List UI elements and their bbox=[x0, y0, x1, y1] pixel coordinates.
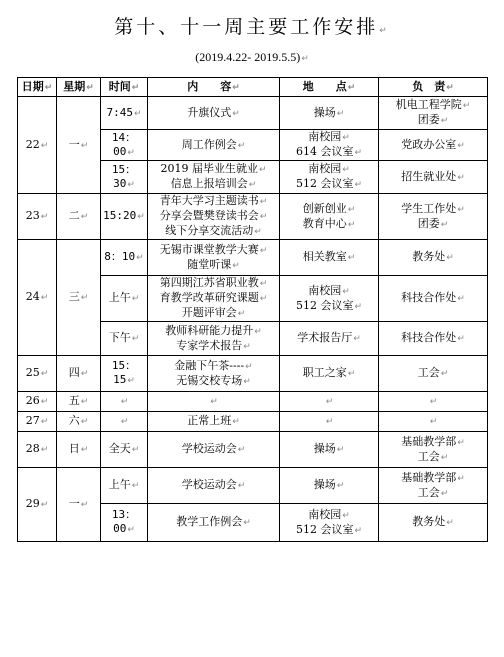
paragraph-mark: ↵ bbox=[80, 417, 89, 427]
time-cell bbox=[101, 468, 148, 504]
owner-cell bbox=[379, 412, 488, 432]
paragraph-mark: ↵ bbox=[457, 294, 465, 304]
header-content: 内 容↵ bbox=[148, 78, 280, 97]
date-cell bbox=[18, 392, 57, 412]
date-value: 22 bbox=[25, 137, 40, 151]
time-value: 15：30 bbox=[111, 162, 137, 190]
paragraph-mark: ↵ bbox=[127, 179, 135, 190]
time-value: 全天 bbox=[108, 442, 131, 455]
weekday-value: 六 bbox=[68, 414, 80, 427]
paragraph-mark: ↵ bbox=[259, 197, 268, 207]
paragraph-mark: ↵ bbox=[446, 518, 454, 528]
cell-line: 工会 bbox=[417, 485, 440, 499]
paragraph-mark: ↵ bbox=[440, 219, 449, 230]
cell-line: 学校运动会 bbox=[181, 442, 237, 455]
paragraph-mark: ↵ bbox=[457, 334, 465, 344]
cell-line: 512 会议室 bbox=[295, 298, 354, 312]
cell-line: 机电工程学院 bbox=[395, 98, 462, 111]
weekday-value: 日 bbox=[68, 442, 80, 455]
paragraph-mark: ↵ bbox=[446, 253, 454, 263]
paragraph-mark: ↵ bbox=[80, 212, 89, 222]
table-row bbox=[18, 432, 488, 468]
date-range-subtitle: (2019.4.22- 2019.5.5)↵ bbox=[195, 50, 309, 64]
paragraph-mark: ↵ bbox=[210, 397, 218, 407]
paragraph-mark: ↵ bbox=[131, 445, 140, 455]
table-row bbox=[18, 392, 488, 412]
cell-line: 招生就业处 bbox=[401, 169, 457, 183]
table-row bbox=[18, 356, 488, 392]
cell-line: 学生工作处 bbox=[401, 201, 457, 215]
owner-cell bbox=[379, 240, 488, 276]
paragraph-mark: ↵ bbox=[354, 180, 363, 190]
content-cell bbox=[148, 194, 280, 240]
paragraph-mark: ↵ bbox=[462, 101, 471, 111]
weekday-value: 五 bbox=[68, 394, 80, 407]
content-cell bbox=[148, 130, 280, 161]
header-location: 地 点↵ bbox=[280, 78, 379, 97]
weekday-value: 二 bbox=[68, 209, 80, 222]
cell-line: 相关教室 bbox=[302, 250, 347, 263]
content-cell bbox=[148, 504, 280, 542]
paragraph-mark: ↵ bbox=[336, 481, 345, 491]
time-cell bbox=[101, 161, 148, 194]
cell-line: 教师科研能力提升 bbox=[165, 323, 254, 337]
paragraph-mark: ↵ bbox=[40, 397, 49, 407]
cell-line: 创新创业 bbox=[302, 201, 347, 215]
date-cell bbox=[18, 356, 57, 392]
date-value: 26 bbox=[25, 394, 40, 407]
content-cell bbox=[148, 412, 280, 432]
paragraph-mark: ↵ bbox=[232, 108, 240, 119]
location-cell bbox=[280, 392, 379, 412]
cell-line: 512 会议室 bbox=[295, 522, 354, 536]
paragraph-mark: ↵ bbox=[457, 437, 465, 448]
page-title: 第十、十一周主要工作安排↵ bbox=[114, 16, 390, 38]
date-value: 27 bbox=[25, 414, 40, 427]
cell-line: 周工作例会 bbox=[181, 137, 237, 151]
content-cell bbox=[148, 468, 280, 504]
paragraph-mark: ↵ bbox=[243, 518, 251, 528]
content-cell bbox=[148, 322, 280, 356]
content-cell bbox=[148, 392, 280, 412]
weekday-cell bbox=[57, 412, 101, 432]
cell-line: 升旗仪式 bbox=[187, 105, 232, 119]
owner-cell bbox=[379, 194, 488, 240]
cell-line: 南校园 bbox=[308, 283, 342, 297]
weekday-value: 三 bbox=[68, 290, 80, 303]
location-cell bbox=[280, 322, 379, 356]
location-cell bbox=[280, 356, 379, 392]
paragraph-mark: ↵ bbox=[440, 369, 449, 379]
paragraph-mark: ↵ bbox=[248, 180, 257, 190]
content-cell bbox=[148, 356, 280, 392]
weekday-cell bbox=[57, 392, 101, 412]
cell-line: 基础教学部 bbox=[401, 434, 457, 448]
date-cell bbox=[18, 240, 57, 356]
owner-cell bbox=[379, 504, 488, 542]
cell-line: 专家学术报告 bbox=[176, 338, 243, 352]
date-value: 24 bbox=[25, 290, 40, 303]
paragraph-mark: ↵ bbox=[80, 369, 89, 379]
content-cell bbox=[148, 161, 280, 194]
time-value: 8：10 bbox=[104, 250, 136, 263]
cell-line: 开题评审会 bbox=[181, 306, 237, 319]
location-cell bbox=[280, 504, 379, 542]
paragraph-mark: ↵ bbox=[440, 116, 449, 126]
weekday-value: 四 bbox=[68, 366, 80, 379]
cell-line: 育教学改革研究课题 bbox=[159, 291, 259, 304]
time-value: 14：00 bbox=[111, 130, 137, 158]
cell-line: 无锡市课堂教学大赛 bbox=[159, 242, 259, 256]
header-time: 时间↵ bbox=[101, 78, 148, 97]
paragraph-mark: ↵ bbox=[457, 140, 465, 151]
cell-line: 科技合作处 bbox=[401, 331, 457, 344]
cell-line: 分享会暨樊登读书会 bbox=[159, 209, 259, 222]
cell-line: 工会 bbox=[417, 366, 440, 379]
paragraph-mark: ↵ bbox=[336, 445, 345, 455]
time-value: 15：15 bbox=[111, 359, 137, 386]
paragraph-mark: ↵ bbox=[40, 369, 49, 379]
paragraph-mark: ↵ bbox=[259, 245, 268, 256]
cell-line: 无锡交校专场 bbox=[176, 373, 243, 387]
cell-line: 教务处 bbox=[412, 515, 446, 528]
owner-cell bbox=[379, 322, 488, 356]
paragraph-mark: ↵ bbox=[40, 212, 49, 222]
paragraph-mark: ↵ bbox=[354, 301, 363, 312]
paragraph-mark: ↵ bbox=[342, 165, 350, 175]
cell-line: 基础教学部 bbox=[401, 470, 457, 484]
paragraph-mark: ↵ bbox=[336, 108, 345, 119]
cell-line: 南校园 bbox=[308, 162, 342, 175]
time-cell bbox=[101, 322, 148, 356]
content-cell bbox=[148, 432, 280, 468]
weekday-cell bbox=[57, 240, 101, 356]
paragraph-mark: ↵ bbox=[254, 326, 262, 337]
location-cell bbox=[280, 276, 379, 322]
content-cell bbox=[148, 240, 280, 276]
time-cell bbox=[101, 412, 148, 432]
paragraph-mark: ↵ bbox=[120, 417, 129, 427]
paragraph-mark: ↵ bbox=[80, 140, 89, 151]
table-row bbox=[18, 194, 488, 240]
paragraph-mark: ↵ bbox=[232, 260, 240, 271]
cell-line: 教育中心 bbox=[302, 216, 347, 230]
cell-line: 南校园 bbox=[308, 130, 342, 143]
paragraph-mark: ↵ bbox=[325, 397, 334, 407]
paragraph-mark: ↵ bbox=[127, 376, 135, 386]
time-cell bbox=[101, 276, 148, 322]
paragraph-mark: ↵ bbox=[40, 293, 49, 303]
cell-line: 2019 届毕业生就业 bbox=[160, 162, 258, 175]
paragraph-mark: ↵ bbox=[232, 417, 240, 427]
schedule-table bbox=[17, 77, 488, 542]
location-cell bbox=[280, 240, 379, 276]
paragraph-mark: ↵ bbox=[40, 445, 49, 455]
date-cell bbox=[18, 412, 57, 432]
paragraph-mark: ↵ bbox=[429, 417, 438, 427]
owner-cell bbox=[379, 161, 488, 194]
weekday-cell bbox=[57, 194, 101, 240]
weekday-cell bbox=[57, 97, 101, 194]
time-value: 上午 bbox=[108, 478, 131, 491]
cell-line: 金融下午茶---- bbox=[174, 358, 245, 372]
cell-line: 操场 bbox=[313, 478, 336, 491]
paragraph-mark: ↵ bbox=[40, 140, 49, 151]
cell-line: 职工之家 bbox=[302, 366, 347, 379]
cell-line: 教学工作例会 bbox=[176, 515, 243, 528]
paragraph-mark: ↵ bbox=[258, 165, 267, 175]
paragraph-mark: ↵ bbox=[80, 293, 89, 303]
time-cell bbox=[101, 356, 148, 392]
paragraph-mark: ↵ bbox=[120, 397, 129, 407]
cell-line: 学术报告厅 bbox=[297, 331, 353, 344]
time-cell bbox=[101, 432, 148, 468]
location-cell bbox=[280, 130, 379, 161]
cell-line: 科技合作处 bbox=[401, 291, 457, 304]
paragraph-mark: ↵ bbox=[245, 361, 253, 372]
cell-line: 操场 bbox=[313, 105, 336, 119]
paragraph-mark: ↵ bbox=[379, 26, 390, 36]
paragraph-mark: ↵ bbox=[259, 294, 268, 304]
paragraph-mark: ↵ bbox=[457, 204, 465, 215]
paragraph-mark: ↵ bbox=[457, 172, 465, 183]
date-cell bbox=[18, 468, 57, 542]
time-value: 下午 bbox=[108, 331, 131, 344]
cell-line: 党政办公室 bbox=[401, 137, 457, 151]
paragraph-mark: ↵ bbox=[342, 510, 350, 521]
table-row bbox=[18, 240, 488, 276]
paragraph-mark: ↵ bbox=[40, 417, 49, 427]
paragraph-mark: ↵ bbox=[237, 140, 246, 151]
paragraph-mark: ↵ bbox=[342, 286, 350, 297]
paragraph-mark: ↵ bbox=[243, 376, 251, 387]
paragraph-mark: ↵ bbox=[259, 279, 268, 289]
paragraph-mark: ↵ bbox=[131, 334, 140, 344]
paragraph-mark: ↵ bbox=[342, 133, 350, 143]
time-value: 7:45 bbox=[106, 105, 133, 119]
time-cell bbox=[101, 392, 148, 412]
header-weekday: 星期↵ bbox=[57, 78, 101, 97]
content-cell bbox=[148, 97, 280, 130]
paragraph-mark: ↵ bbox=[347, 204, 356, 215]
cell-line: 操场 bbox=[313, 442, 336, 455]
location-cell bbox=[280, 468, 379, 504]
time-cell bbox=[101, 130, 148, 161]
paragraph-mark: ↵ bbox=[457, 473, 465, 484]
table-row bbox=[18, 412, 488, 432]
time-value: 上午 bbox=[108, 291, 131, 304]
date-value: 28 bbox=[25, 442, 40, 455]
paragraph-mark: ↵ bbox=[40, 500, 49, 510]
paragraph-mark: ↵ bbox=[354, 525, 363, 536]
owner-cell bbox=[379, 97, 488, 130]
date-value: 23 bbox=[25, 209, 40, 222]
paragraph-mark: ↵ bbox=[259, 212, 268, 222]
date-cell bbox=[18, 432, 57, 468]
paragraph-mark: ↵ bbox=[429, 397, 438, 407]
cell-line: 第四期江苏省职业教 bbox=[159, 276, 259, 289]
cell-line: 线下分享交流活动 bbox=[165, 224, 254, 237]
cell-line: 随堂听课 bbox=[187, 257, 232, 271]
time-cell bbox=[101, 194, 148, 240]
date-value: 29 bbox=[25, 497, 40, 510]
cell-line: 信息上报培训会 bbox=[170, 177, 248, 190]
cell-line: 南校园 bbox=[308, 507, 342, 521]
paragraph-mark: ↵ bbox=[440, 452, 449, 463]
cell-line: 正常上班 bbox=[187, 414, 232, 427]
paragraph-mark: ↵ bbox=[80, 397, 89, 407]
paragraph-mark: ↵ bbox=[347, 369, 356, 379]
weekday-value: 一 bbox=[68, 137, 80, 151]
owner-cell bbox=[379, 276, 488, 322]
paragraph-mark: ↵ bbox=[254, 227, 262, 237]
paragraph-mark: ↵ bbox=[325, 417, 334, 427]
date-cell bbox=[18, 194, 57, 240]
paragraph-mark: ↵ bbox=[131, 294, 140, 304]
weekday-cell bbox=[57, 356, 101, 392]
paragraph-mark: ↵ bbox=[127, 147, 135, 158]
paragraph-mark: ↵ bbox=[440, 488, 449, 499]
weekday-cell bbox=[57, 468, 101, 542]
paragraph-mark: ↵ bbox=[80, 445, 89, 455]
owner-cell bbox=[379, 130, 488, 161]
paragraph-mark: ↵ bbox=[127, 525, 135, 535]
cell-line: 614 会议室 bbox=[295, 145, 354, 158]
paragraph-mark: ↵ bbox=[136, 253, 144, 263]
time-cell bbox=[101, 240, 148, 276]
paragraph-mark: ↵ bbox=[133, 108, 142, 119]
weekday-cell bbox=[57, 432, 101, 468]
owner-cell bbox=[379, 468, 488, 504]
paragraph-mark: ↵ bbox=[301, 54, 309, 64]
header-row bbox=[18, 78, 488, 97]
paragraph-mark: ↵ bbox=[237, 445, 246, 455]
schedule-body bbox=[18, 97, 488, 542]
paragraph-mark: ↵ bbox=[237, 481, 246, 491]
paragraph-mark: ↵ bbox=[237, 309, 246, 319]
paragraph-mark: ↵ bbox=[137, 212, 145, 222]
owner-cell bbox=[379, 432, 488, 468]
location-cell bbox=[280, 97, 379, 130]
table-row bbox=[18, 97, 488, 130]
weekday-value: 一 bbox=[68, 497, 80, 510]
cell-line: 工会 bbox=[417, 449, 440, 463]
paragraph-mark: ↵ bbox=[347, 219, 356, 230]
table-row bbox=[18, 468, 488, 504]
cell-line: 512 会议室 bbox=[295, 177, 354, 190]
location-cell bbox=[280, 432, 379, 468]
cell-line: 团委 bbox=[417, 113, 440, 126]
time-cell bbox=[101, 504, 148, 542]
date-cell bbox=[18, 97, 57, 194]
time-value: 13：00 bbox=[111, 508, 137, 535]
header-date: 日期↵ bbox=[18, 78, 57, 97]
cell-line: 青年大学习主题读书 bbox=[159, 194, 259, 207]
paragraph-mark: ↵ bbox=[354, 148, 363, 158]
time-value: 15:20 bbox=[103, 209, 137, 222]
header-owner: 负 责↵ bbox=[379, 78, 488, 97]
cell-line: 学校运动会 bbox=[181, 478, 237, 491]
location-cell bbox=[280, 412, 379, 432]
time-cell bbox=[101, 97, 148, 130]
cell-line: 教务处 bbox=[412, 250, 446, 263]
paragraph-mark: ↵ bbox=[80, 500, 89, 510]
paragraph-mark: ↵ bbox=[243, 341, 251, 352]
owner-cell bbox=[379, 356, 488, 392]
cell-line: 团委 bbox=[417, 216, 440, 230]
location-cell bbox=[280, 194, 379, 240]
date-value: 25 bbox=[25, 366, 40, 379]
paragraph-mark: ↵ bbox=[347, 253, 356, 263]
content-cell bbox=[148, 276, 280, 322]
paragraph-mark: ↵ bbox=[353, 334, 361, 344]
paragraph-mark: ↵ bbox=[131, 481, 140, 491]
owner-cell bbox=[379, 392, 488, 412]
location-cell bbox=[280, 161, 379, 194]
